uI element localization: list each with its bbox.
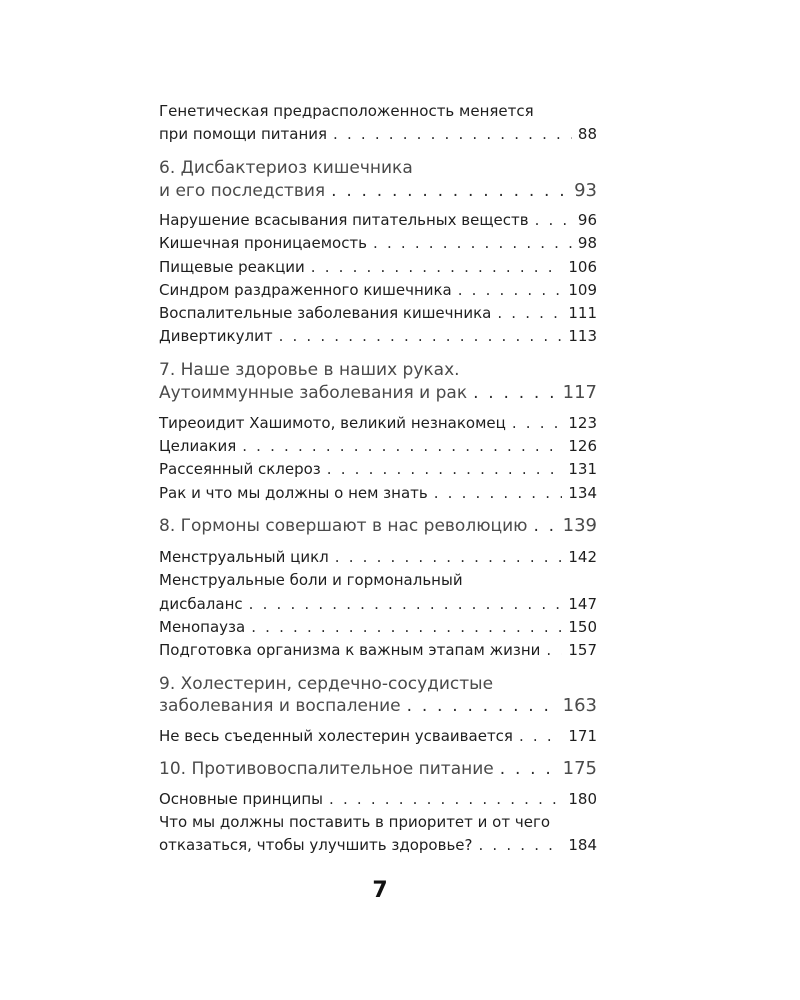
toc-entry-title: Основные принципы <box>159 790 324 808</box>
leader-dots <box>251 617 562 637</box>
toc-page-number: 126 <box>568 437 597 455</box>
leader-dots <box>279 326 563 346</box>
toc-entry[interactable] <box>159 233 597 253</box>
toc-entry[interactable] <box>159 547 597 567</box>
toc-page-number: 131 <box>568 460 597 478</box>
leader-dots <box>500 758 557 780</box>
toc-entry-title: Что мы должны поставить в приоритет и от чего <box>159 813 551 831</box>
toc-entry[interactable] <box>159 789 597 809</box>
toc-entry-title: Рак и что мы должны о нем знать <box>159 484 428 502</box>
toc-entry-title: Менопауза <box>159 618 246 636</box>
leader-dots <box>242 436 562 456</box>
chapter-title: 7. Наше здоровье в наших руках. <box>159 360 460 380</box>
chapter-page-number: 139 <box>562 515 597 536</box>
toc-page-number: 111 <box>568 304 597 322</box>
toc-entry-title: при помощи питания <box>159 125 328 143</box>
toc-entry[interactable] <box>159 303 597 323</box>
toc-page-number: 98 <box>577 234 597 252</box>
leader-dots <box>497 303 562 323</box>
toc-page-number: 171 <box>568 727 597 745</box>
toc-page-number: 123 <box>568 414 597 432</box>
chapter-entry[interactable] <box>159 382 597 404</box>
toc-entry[interactable] <box>159 594 597 614</box>
toc-entry-title: Генетическая предрасположенность меняется <box>159 102 534 120</box>
toc-page-number: 142 <box>568 548 597 566</box>
toc-entry[interactable] <box>159 436 597 456</box>
leader-dots <box>249 594 563 614</box>
leader-dots <box>311 257 563 277</box>
toc-entry-title: Менструальные боли и гормональный <box>159 571 463 589</box>
toc-page-number: 109 <box>568 281 597 299</box>
leader-dots <box>434 483 563 503</box>
page-number: 7 <box>372 878 388 903</box>
toc-entry[interactable] <box>159 483 597 503</box>
chapter-title: 9. Холестерин, сердечно-сосудистые <box>159 674 494 694</box>
toc-entry-title: Менструальный цикл <box>159 548 329 566</box>
toc-page-number: 134 <box>568 484 597 502</box>
chapter-title: заболевания и воспаление <box>159 696 401 716</box>
chapter-page-number: 117 <box>562 382 597 403</box>
leader-dots <box>478 835 562 855</box>
toc-entry-title: Воспалительные заболевания кишечника <box>159 304 492 322</box>
toc-entry-title: дисбаланс <box>159 595 243 613</box>
toc-page-number: 150 <box>568 618 597 636</box>
toc-page-number: 180 <box>568 790 597 808</box>
leader-dots <box>519 726 562 746</box>
toc-entry[interactable] <box>159 326 597 346</box>
toc-entry-title: отказаться, чтобы улучшить здоровье? <box>159 836 473 854</box>
leader-dots <box>331 180 568 202</box>
chapter-entry[interactable] <box>159 758 597 780</box>
toc-entry-title: Пищевые реакции <box>159 258 305 276</box>
toc-entry[interactable] <box>159 459 597 479</box>
toc-page-number: 113 <box>568 327 597 345</box>
chapter-page-number: 93 <box>574 180 597 201</box>
toc-entry-title: Подготовка организма к важным этапам жизни <box>159 641 541 659</box>
leader-dots <box>546 640 562 660</box>
toc-entry[interactable] <box>159 210 597 230</box>
leader-dots <box>458 280 563 300</box>
leader-dots <box>512 413 563 433</box>
chapter-entry[interactable] <box>159 695 597 717</box>
toc-entry-title: Дивертикулит <box>159 327 273 345</box>
chapter-title: 10. Противовоспалительное питание <box>159 759 494 779</box>
toc-entry-title: Целиакия <box>159 437 237 455</box>
toc-entry-title: Тиреоидит Хашимото, великий незнакомец <box>159 414 506 432</box>
leader-dots <box>407 695 557 717</box>
chapter-title: и его последствия <box>159 181 326 201</box>
leader-dots <box>533 515 556 537</box>
chapter-entry[interactable] <box>159 515 597 537</box>
toc-entry[interactable] <box>159 726 597 746</box>
toc-entry-title: Рассеянный склероз <box>159 460 321 478</box>
chapter-title: Аутоиммунные заболевания и рак <box>159 383 468 403</box>
toc-entry[interactable] <box>159 640 597 660</box>
leader-dots <box>473 382 557 404</box>
toc-entry-title: Синдром раздраженного кишечника <box>159 281 452 299</box>
toc-entry[interactable] <box>159 835 597 855</box>
toc-page-number: 157 <box>568 641 597 659</box>
chapter-page-number: 163 <box>562 695 597 716</box>
toc-page-number: 106 <box>568 258 597 276</box>
toc-entry-title: Не весь съеденный холестерин усваивается <box>159 727 513 745</box>
chapter-page-number: 175 <box>562 758 597 779</box>
toc-page-number: 96 <box>577 211 597 229</box>
toc-entry[interactable] <box>159 257 597 277</box>
toc-entry-title: Нарушение всасывания питательных веществ <box>159 211 529 229</box>
leader-dots <box>329 789 562 809</box>
toc-entry[interactable] <box>159 617 597 637</box>
toc-entry[interactable] <box>159 280 597 300</box>
leader-dots <box>335 547 563 567</box>
chapter-title: 6. Дисбактериоз кишечника <box>159 158 413 178</box>
toc-page-number: 184 <box>568 836 597 854</box>
toc-page-number: 147 <box>568 595 597 613</box>
chapter-entry[interactable] <box>159 180 597 202</box>
leader-dots <box>373 233 572 253</box>
chapter-title: 8. Гормоны совершают в нас революцию <box>159 516 528 536</box>
toc-entry-title: Кишечная проницаемость <box>159 234 368 252</box>
toc-entry[interactable] <box>159 124 597 144</box>
toc-page-number: 88 <box>577 125 597 143</box>
toc-entry[interactable] <box>159 413 597 433</box>
leader-dots <box>327 459 563 479</box>
leader-dots <box>333 124 572 144</box>
leader-dots <box>535 210 572 230</box>
